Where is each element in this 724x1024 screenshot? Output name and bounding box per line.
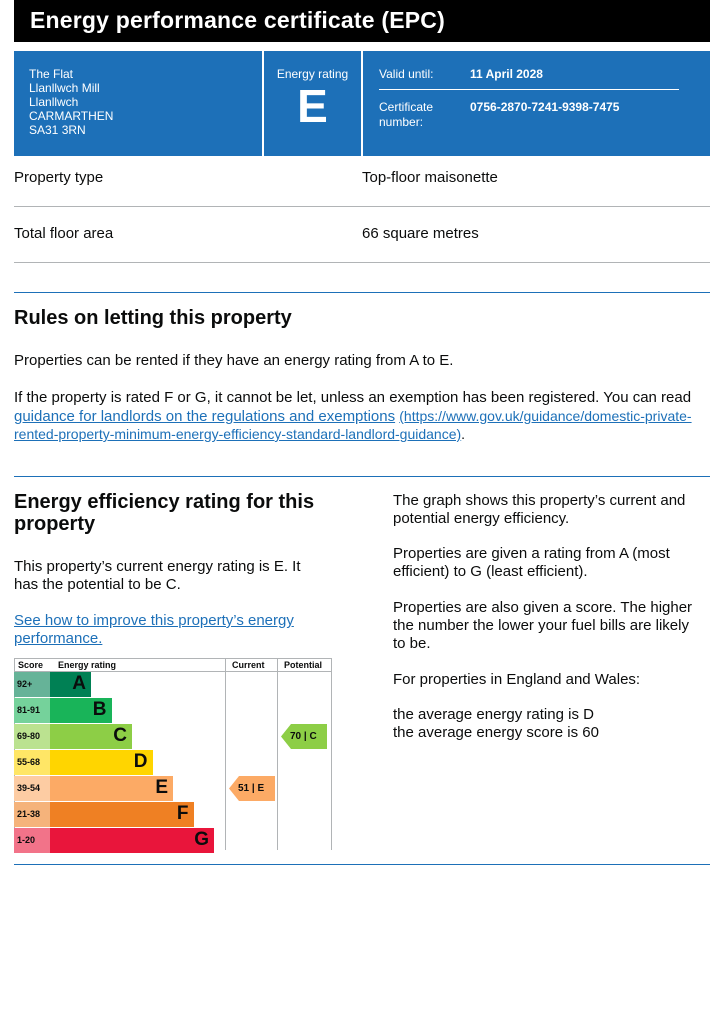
efficiency-heading: Energy efficiency rating for this xyxy=(14,491,315,513)
graph-info-text: The graph shows this property’s current and xyxy=(393,492,686,509)
address-line: Llanllwch xyxy=(29,95,79,109)
rating-band-b xyxy=(50,698,112,723)
rating-band-g xyxy=(50,828,214,853)
certificate-panel xyxy=(363,51,710,156)
section-divider xyxy=(14,292,710,293)
page-title-bar xyxy=(14,0,710,42)
score-info-text: to be. xyxy=(393,635,431,652)
potential-rating-arrow-label: 70 | C xyxy=(290,731,317,742)
certificate-label: number: xyxy=(379,115,424,129)
score-info-text: the number the lower your fuel bills are likely xyxy=(393,617,689,634)
divider xyxy=(14,206,710,207)
energy-rating-header: Energy rating xyxy=(58,660,117,670)
landlord-guidance-url[interactable]: (https://www.gov.uk/guidance/domestic-private- xyxy=(399,408,692,424)
energy-rating-panel xyxy=(264,51,361,156)
current-rating-arrow-label: 51 | E xyxy=(238,783,265,794)
rating-band-a xyxy=(50,672,91,697)
landlord-guidance-url[interactable]: rented-property-minimum-energy-efficiency-standard-landlord-guidance) xyxy=(14,426,462,442)
divider xyxy=(379,89,679,90)
current-rating-text: has the potential to be C. xyxy=(14,576,181,593)
potential-rating-arrow xyxy=(281,724,327,749)
rating-info-text: efficient) to G (least efficient). xyxy=(393,563,588,580)
floor-area-label: Total floor area xyxy=(14,225,114,242)
score-range-g: 1-20 xyxy=(14,828,50,853)
chart-border xyxy=(277,658,278,850)
band-letter: E xyxy=(155,777,168,798)
energy-rating-value: E xyxy=(297,80,328,132)
score-range-f: 21-38 xyxy=(14,802,50,827)
full-stop: . xyxy=(461,426,466,442)
rating-band-d xyxy=(50,750,153,775)
band-letter: F xyxy=(176,803,189,824)
improve-performance-link[interactable]: performance. xyxy=(14,630,103,647)
floor-area-row xyxy=(14,225,710,242)
section-divider xyxy=(14,476,710,477)
chart-border xyxy=(14,658,332,659)
chart-border xyxy=(225,658,226,850)
valid-until-label: Valid until: xyxy=(379,67,434,81)
score-header: Score xyxy=(18,660,44,670)
current-rating-arrow xyxy=(229,776,275,801)
divider xyxy=(14,262,710,263)
page-title: Energy performance certificate (EPC) xyxy=(30,7,445,33)
address-line: The Flat xyxy=(29,67,74,81)
letting-link-line xyxy=(14,407,692,426)
letting-paragraph: If the property is rated F or G, it cannot be let, unless an exemption has been registered. You can read xyxy=(14,389,692,406)
band-letter: G xyxy=(194,829,209,850)
address-panel xyxy=(14,51,262,156)
letting-heading: Rules on letting this property xyxy=(14,307,292,329)
efficiency-heading: property xyxy=(14,513,96,535)
band-letter: C xyxy=(113,725,127,746)
current-rating-text: This property’s current energy rating is E. It xyxy=(14,558,301,575)
improve-link-line xyxy=(14,612,294,630)
average-score-text: the average energy score is 60 xyxy=(393,724,599,741)
england-wales-text: For properties in England and Wales: xyxy=(393,671,641,688)
score-range-c: 69-80 xyxy=(14,724,50,749)
rating-band-c xyxy=(50,724,132,749)
graph-info-text: potential energy efficiency. xyxy=(393,510,570,527)
letting-paragraph: Properties can be rented if they have an energy rating from A to E. xyxy=(14,352,454,369)
score-range-a: 92+ xyxy=(14,672,50,697)
score-info-text: Properties are also given a score. The higher xyxy=(393,599,693,616)
rating-band-e xyxy=(50,776,173,801)
score-range-b: 81-91 xyxy=(14,698,50,723)
address-line: SA31 3RN xyxy=(29,123,86,137)
valid-until-value: 11 April 2028 xyxy=(470,67,543,81)
current-header: Current xyxy=(232,660,265,670)
improve-performance-link[interactable]: See how to improve this property’s energy xyxy=(14,612,294,629)
chart-border xyxy=(331,658,332,850)
landlord-guidance-link[interactable]: guidance for landlords on the regulations and exemptions xyxy=(14,408,396,425)
rating-band-f xyxy=(50,802,194,827)
floor-area-value: 66 square metres xyxy=(362,225,479,242)
property-type-row xyxy=(14,169,710,186)
average-rating-text: the average energy rating is D xyxy=(393,706,594,723)
band-letter: D xyxy=(133,751,148,772)
property-type-value: Top-floor maisonette xyxy=(362,169,498,186)
address-line: CARMARTHEN xyxy=(29,109,114,123)
energy-rating-label: Energy rating xyxy=(276,67,349,81)
potential-header: Potential xyxy=(284,660,323,670)
address-line: Llanllwch Mill xyxy=(29,81,100,95)
rating-info-text: Properties are given a rating from A (most xyxy=(393,545,670,562)
certificate-label: Certificate xyxy=(379,100,434,114)
score-range-e: 39-54 xyxy=(14,776,50,801)
energy-rating-chart xyxy=(14,658,332,850)
section-divider xyxy=(14,864,710,865)
property-type-label: Property type xyxy=(14,169,104,186)
improve-link-line xyxy=(14,630,102,648)
band-letter: B xyxy=(92,699,107,720)
band-letter: A xyxy=(72,673,86,694)
letting-link-line xyxy=(14,425,465,443)
score-range-d: 55-68 xyxy=(14,750,50,775)
certificate-number: 0756-2870-7241-9398-7475 xyxy=(470,100,620,114)
